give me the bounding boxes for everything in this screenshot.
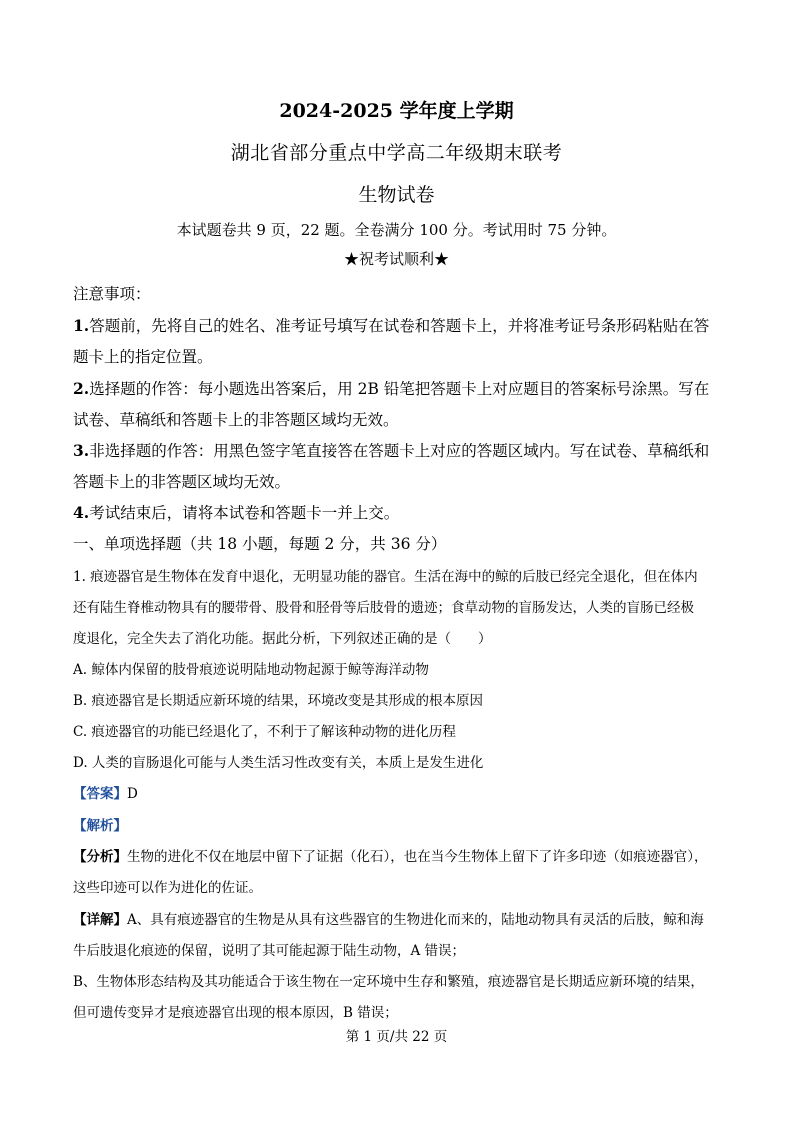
notice-item-2-text: 选择题的作答：每小题选出答案后，用 2B 铅笔把答题卡上对应题目的答案标号涂黑。写在 — [89, 380, 710, 398]
xiangjie-line-1 — [73, 908, 704, 928]
notice-item-2 — [73, 377, 709, 399]
notice-item-1-number: 1. — [73, 316, 90, 335]
subject-title: 生物试卷 — [358, 184, 435, 206]
notice-item-3-number: 3. — [73, 441, 90, 460]
page-footer: 第 1 页/共 22 页 — [345, 1029, 448, 1045]
xiangjie-text: A、具有痕迹器官的生物是从具有这些器官的生物进化而来的，陆地动物具有灵活的后肢，鲸和海 — [127, 912, 704, 928]
option-c: C. 痕迹器官的功能已经退化了，不利于了解该种动物的进化历程 — [73, 724, 456, 740]
wish-line: ★祝考试顺利★ — [343, 250, 449, 268]
section-heading: 一、单项选择题（共 18 小题，每题 2 分，共 36 分） — [73, 535, 447, 553]
xiangjie-line-2: 牛后肢退化痕迹的保留，说明了其可能起源于陆生动物，A 错误； — [73, 943, 466, 959]
notice-item-3-cont: 答题卡上的非答题区域均无效。 — [73, 473, 291, 491]
explanation-b-line-1: B、生物体形态结构及其功能适合于该生物在一定环境中生存和繁殖，痕迹器官是长期适应新环境的结果， — [73, 974, 704, 990]
analysis-tag: 【解析】 — [73, 818, 127, 834]
answer-value: D — [127, 786, 138, 802]
notice-item-2-cont: 试卷、草稿纸和答题卡上的非答题区域均无效。 — [73, 411, 399, 429]
exam-info: 本试题卷共 9 页，22 题。全卷满分 100 分。考试用时 75 分钟。 — [176, 221, 617, 239]
notice-item-4-text: 考试结束后，请将本试卷和答题卡一并上交。 — [89, 504, 400, 522]
exam-title: 湖北省部分重点中学高二年级期末联考 — [230, 142, 563, 164]
fenxi-line-2: 这些印迹可以作为进化的佐证。 — [73, 880, 262, 896]
notice-item-4 — [73, 501, 399, 523]
notice-item-1-cont: 题卡上的指定位置。 — [73, 348, 213, 366]
notice-item-2-number: 2. — [73, 379, 90, 398]
notice-item-4-number: 4. — [73, 503, 90, 522]
year-title: 2024-2025 学年度上学期 — [279, 100, 514, 122]
notice-item-1 — [73, 314, 709, 336]
notice-item-3-text: 非选择题的作答：用黑色签字笔直接答在答题卡上对应的答题区域内。写在试卷、草稿纸和 — [89, 442, 710, 460]
question-1-stem-line-1: 1. 痕迹器官是生物体在发育中退化，无明显功能的器官。生活在海中的鲸的后肢已经完全退化，但在体内 — [73, 569, 698, 585]
analysis-line — [73, 814, 127, 834]
explanation-b-line-2: 但可遗传变异才是痕迹器官出现的根本原因，B 错误； — [73, 1005, 398, 1021]
notice-item-3 — [73, 439, 709, 461]
notice-item-1-text: 答题前，先将自己的姓名、准考证号填写在试卷和答题卡上，并将准考证号条形码粘贴在答 — [89, 317, 710, 335]
option-d: D. 人类的盲肠退化可能与人类生活习性改变有关，本质上是发生进化 — [73, 755, 484, 771]
option-b: B. 痕迹器官是长期适应新环境的结果，环境改变是其形成的根本原因 — [73, 693, 484, 709]
question-1-stem-line-2: 还有陆生脊椎动物具有的腰带骨、股骨和胫骨等后肢骨的遗迹；食草动物的盲肠发达，人类的盲肠已经极 — [73, 600, 694, 616]
fenxi-line-1 — [73, 845, 708, 865]
notice-heading: 注意事项： — [73, 285, 151, 303]
option-a: A. 鲸体内保留的肢骨痕迹说明陆地动物起源于鲸等海洋动物 — [73, 662, 429, 678]
question-1-stem-line-3: 度退化，完全失去了消化功能。据此分析，下列叙述正确的是（ ） — [73, 631, 492, 647]
fenxi-text: 生物的进化不仅在地层中留下了证据（化石），也在当今生物体上留下了许多印迹（如痕迹器官）， — [127, 849, 708, 865]
fenxi-tag: 【分析】 — [73, 849, 127, 865]
xiangjie-tag: 【详解】 — [73, 912, 127, 928]
answer-tag: 【答案】 — [73, 786, 127, 802]
answer-line — [73, 782, 138, 802]
